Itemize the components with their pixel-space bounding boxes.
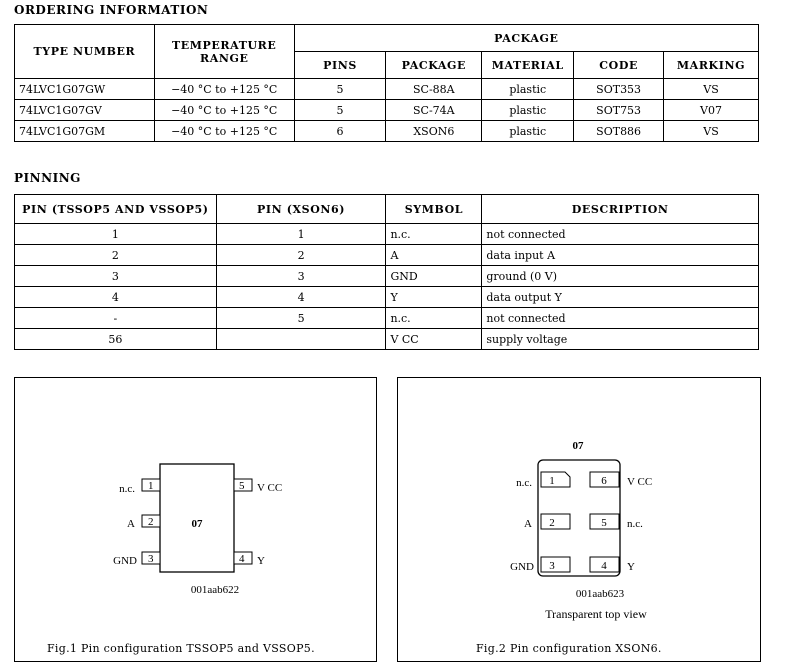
fig1-caption: Fig.1 Pin configuration TSSOP5 and VSSOP5. <box>47 642 315 655</box>
fig2-view-note: Transparent top view <box>545 607 647 621</box>
fig2-pin-number: 1 <box>549 475 555 487</box>
package: SC-88A <box>386 79 482 100</box>
fig1-diagram <box>15 378 376 661</box>
type-number: 74LVC1G07GM <box>15 121 155 142</box>
fig1-pin-label: Y <box>257 555 265 567</box>
fig2-drawing-id: 001aab623 <box>575 588 625 600</box>
header-temperature-range <box>154 25 294 79</box>
description: data input A <box>482 245 759 266</box>
fig1-pin-number: 1 <box>148 480 154 492</box>
fig1-marking: 07 <box>191 518 203 530</box>
fig1-pin-label: n.c. <box>119 483 135 495</box>
header-symbol: SYMBOL <box>386 195 482 224</box>
pin-tssop: 2 <box>15 245 217 266</box>
symbol: n.c. <box>386 308 482 329</box>
fig1-pin-number: 2 <box>148 516 154 528</box>
fig1-drawing-id: 001aab622 <box>190 584 240 596</box>
code: SOT753 <box>574 100 664 121</box>
fig1-pin-label: V CC <box>257 482 283 494</box>
header-range: RANGE <box>199 51 249 65</box>
pin-tssop: 56 <box>15 329 217 350</box>
fig1-pin-number: 4 <box>239 553 245 565</box>
symbol: V CC <box>386 329 482 350</box>
marking: VS <box>664 121 759 142</box>
fig2-pad-pin1 <box>541 472 570 487</box>
pin-tssop: 1 <box>15 224 217 245</box>
pinning-table <box>14 194 759 350</box>
fig2-pin-number: 5 <box>601 517 607 529</box>
symbol: n.c. <box>386 224 482 245</box>
marking: V07 <box>664 100 759 121</box>
fig2-pin-label: Y <box>627 561 635 573</box>
temperature-range: −40 °C to +125 °C <box>154 100 294 121</box>
fig1-pin-number: 5 <box>239 480 245 492</box>
header-pins: PINS <box>294 52 386 79</box>
header-code: CODE <box>574 52 664 79</box>
header-temperature: TEMPERATURE <box>172 38 277 52</box>
pin-xson: 5 <box>216 308 386 329</box>
pin-tssop: - <box>15 308 217 329</box>
pin-tssop: 3 <box>15 266 217 287</box>
pins: 5 <box>294 100 386 121</box>
fig2-pin-number: 2 <box>549 517 555 529</box>
fig2-pin-label: V CC <box>627 476 653 488</box>
fig2-box <box>397 377 761 662</box>
fig2-pin-number: 4 <box>601 560 607 572</box>
code: SOT353 <box>574 79 664 100</box>
ordering-table <box>14 24 759 142</box>
package: XSON6 <box>386 121 482 142</box>
table-row <box>15 100 759 121</box>
table-row <box>15 329 759 350</box>
temperature-range: −40 °C to +125 °C <box>154 79 294 100</box>
pins: 6 <box>294 121 386 142</box>
header-type-number: TYPE NUMBER <box>15 25 155 79</box>
fig2-pad <box>541 557 570 572</box>
header-material: MATERIAL <box>482 52 574 79</box>
fig2-diagram <box>398 378 760 661</box>
fig2-pin-label: n.c. <box>627 518 643 530</box>
pins: 5 <box>294 79 386 100</box>
header-package-group: PACKAGE <box>294 25 758 52</box>
table-row <box>15 121 759 142</box>
fig1-box <box>14 377 377 662</box>
table-row <box>15 224 759 245</box>
type-number: 74LVC1G07GW <box>15 79 155 100</box>
description: not connected <box>482 308 759 329</box>
pin-xson: 3 <box>216 266 386 287</box>
marking: VS <box>664 79 759 100</box>
fig2-pin-label: GND <box>510 561 534 573</box>
description: not connected <box>482 224 759 245</box>
header-package: PACKAGE <box>386 52 482 79</box>
code: SOT886 <box>574 121 664 142</box>
fig1-pin-label: A <box>127 518 135 530</box>
header-pin-tssop: PIN (TSSOP5 AND VSSOP5) <box>15 195 217 224</box>
fig2-caption: Fig.2 Pin configuration XSON6. <box>476 642 662 655</box>
pin-xson: 4 <box>216 287 386 308</box>
pin-tssop: 4 <box>15 287 217 308</box>
pin-xson <box>216 329 386 350</box>
fig1-pin-number: 3 <box>148 553 154 565</box>
fig2-marking: 07 <box>572 440 584 452</box>
fig2-pin-number: 3 <box>549 560 555 572</box>
description: data output Y <box>482 287 759 308</box>
material: plastic <box>482 79 574 100</box>
package: SC-74A <box>386 100 482 121</box>
pinning-title: PINNING <box>14 171 81 185</box>
pin-xson: 2 <box>216 245 386 266</box>
material: plastic <box>482 121 574 142</box>
header-pin-xson: PIN (XSON6) <box>216 195 386 224</box>
symbol: A <box>386 245 482 266</box>
pin-xson: 1 <box>216 224 386 245</box>
fig2-pin-label: A <box>524 518 532 530</box>
header-description: DESCRIPTION <box>482 195 759 224</box>
fig2-pin-label: n.c. <box>516 477 532 489</box>
header-marking: MARKING <box>664 52 759 79</box>
type-number: 74LVC1G07GV <box>15 100 155 121</box>
material: plastic <box>482 100 574 121</box>
table-row <box>15 308 759 329</box>
fig1-pin-label: GND <box>113 555 137 567</box>
table-row <box>15 79 759 100</box>
fig2-pad <box>541 514 570 529</box>
symbol: GND <box>386 266 482 287</box>
fig2-pin-number: 6 <box>601 475 607 487</box>
symbol: Y <box>386 287 482 308</box>
ordering-title: ORDERING INFORMATION <box>14 3 209 17</box>
table-row <box>15 266 759 287</box>
description: supply voltage <box>482 329 759 350</box>
temperature-range: −40 °C to +125 °C <box>154 121 294 142</box>
table-row <box>15 287 759 308</box>
table-row <box>15 245 759 266</box>
description: ground (0 V) <box>482 266 759 287</box>
